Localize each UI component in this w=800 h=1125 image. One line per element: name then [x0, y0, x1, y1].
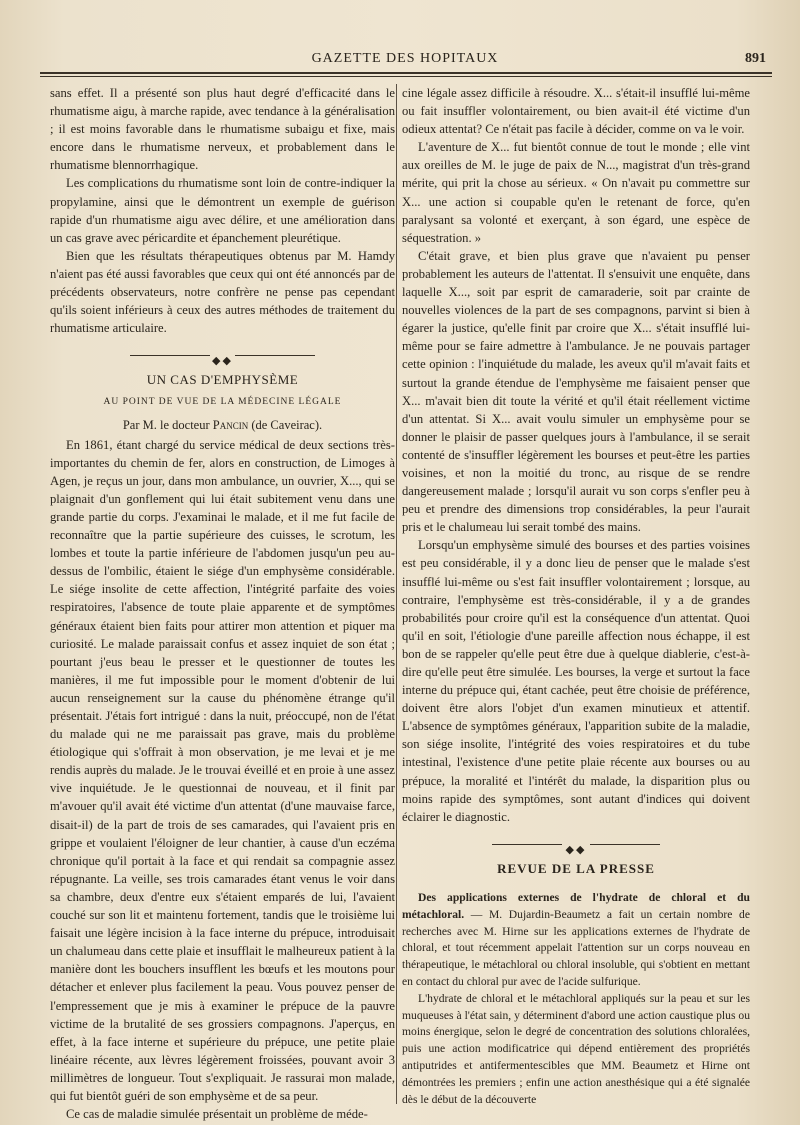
page-header [40, 48, 770, 70]
paragraph: L'hydrate de chloral et le métachloral appliqués sur la peau et sur les muqueuses à l'état sain, y déterminent d'abord une action caustique plus ou moins énergique, selon le degré de concentration des solutions chloralées, puis une action modificatrice qui dépend entièrement des propriétés antiputrides et antifermentescibles que MM. Beaumetz et Hirne ont démontrées les premiers ; enfin une action anesthésique qui a été signalée dès le début de la découverte [402, 991, 750, 1106]
byline-author: Pancin [212, 417, 249, 432]
byline-prefix: Par M. le docteur [122, 417, 213, 432]
revue-title: REVUE DE LA PRESSE [497, 860, 655, 876]
article-title: UN CAS D'EMPHYSÈME [146, 372, 299, 388]
paragraph: cine légale assez difficile à résoudre. X... s'était-il insufflé lui-même ou fait insuffler volontairement, ou bien avait-il été victime d'un odieux attentat? Ce n'était pas facile à décider, comme on va le voir. [402, 86, 750, 137]
paragraph: Bien que les résultats thérapeutiques obtenus par M. Hamdy n'aient pas été aussi favorables que ceux qui ont été annoncés par de précédents observateurs, notre confrère ne pense pas cependant qu'ils soient inférieurs à ceux des autres méthodes de traitement du rhumatisme articulaire. [50, 248, 395, 336]
article-subtitle: AU POINT DE VUE DE LA MÉDECINE LÉGALE [103, 397, 342, 408]
paragraph: C'était grave, et bien plus grave que n'avaient pu penser probablement les auteurs de l'attentat. Il s'ensuivit une enquête, dans laquelle X..., soit par esprit de camaraderie, soit par crainte de nouvelles violences de la part de ses compagnons, parvint si bien à égarer la justice, qu'elle finit par croire que X... s'était insufflé lui-même pour se faire admettre à l'ambulance. Je ne pouvais partager cette opinion : l'inquiétude du malade, les aveux qu'il m'avait faits et surtout la grande étendue de l'emphysème me faisaient penser que X... m'avait bien dit toute la vérité et qu'il était réellement victime d'un attentat. Si X... avait voulu simuler un emphysème pour se donner le plaisir de passer quelques jours à l'ambulance, il se serait contenté de s'insuffler légèrement les bourses et peut-être les parties voisines, et non la moitié du tronc, au risque de se rendre dangereusement malade ; lorsqu'il aurait vu son corps s'enfler peu à peu et prendre des dimensions trop considérables, la peur l'aurait pris et le chalumeau lui serait tombé des mains. [402, 248, 750, 535]
column-divider [396, 84, 397, 1104]
paragraph: L'aventure de X... fut bientôt connue de tout le monde ; elle vint aux oreilles de M. le juge de paix de N..., magistrat d'un très-grand mérite, qui prit la chose au sérieux. « On n'avait pu commettre sur X... une action si coupable qu'en le retenant de force, qu'en paralysant sa volonté et exerçant, à son égard, une espèce de séquestration. » [402, 140, 750, 245]
paragraph: Les complications du rhumatisme sont loin de contre-indiquer la propylamine, ainsi que le démontrent un exemple de guérison rapide d'un rhumatisme aigu avec délire, et une amélioration dans un cas grave avec péricardite et épanchement pleurétique. [50, 176, 395, 245]
article-byline [50, 416, 395, 434]
right-column [402, 84, 750, 1108]
paragraph: sans effet. Il a présenté son plus haut degré d'efficacité dans le rhumatisme aigu, à marche rapide, avec tendance à la généralisation ; il est moins favorable dans le rhumatisme subaigu et fixe, mais encore dans le rhumatisme nerveux, et probablement dans le rhumatisme blennorrhagique. [50, 86, 395, 173]
revue-heading: Des applications externes de l'hydrate de chloral et du métachloral. [402, 890, 750, 921]
revue-intro: — M. Dujardin-Beaumetz a fait un certain nombre de recherches avec M. Hirne sur les applications externes de l'hydrate de chloral, et tout récemment appelait l'attention sur un corps nouveau en thérapeutique, le métachloral ou chloral insoluble, qui s'obtient en mettant en contact du chloral pur avec de l'acide sulfurique. [402, 907, 750, 988]
section-ornament: ◆◆ [50, 351, 395, 361]
paragraph: Ce cas de maladie simulée présentait un problème de méde- [66, 1107, 368, 1122]
header-rule [40, 72, 772, 77]
page-number: 891 [745, 51, 766, 66]
paragraph: Lorsqu'un emphysème simulé des bourses et des parties voisines est peu considérable, il y a donc lieu de penser que le malade s'est insufflé lui-même ou s'est fait insuffler volontairement ; lorsque, au contraire, l'emphysème est très-considérable, il y a de grandes probabilités pour croire qu'il est la conséquence d'un attentat. Quoi qu'il en soit, l'étiologie d'une pareille affection nous échappe, il est bon de se rappeler qu'elle peut être due à quelque diablerie, c'est-à-dire qu'elle peut être simulée. Les bourses, la verge et surtout la face interne du prépuce qui, étant cachée, peut être choisie de préférence, doivent être alors l'objet d'un examen minutieux et attentif. L'absence de symptômes généraux, l'apparition subite de la maladie, son siége insolite, l'intégrité des voies respiratoires et du tube intestinal, l'existence d'une petite plaie récente aux bourses ou au prépuce, la moralité et l'intérêt du malade, la disparition plus ou moins rapide des symptômes, sont autant d'indices qui doivent éclairer le diagnostic. [402, 538, 750, 824]
paragraph: En 1861, étant chargé du service médical de deux sections très-importantes du chemin de fer, alors en construction, de Limoges à Agen, je reçus un jour, dans mon ambulance, un ouvrier, X..., qui se plaignait d'un gonflement qui lui était subitement venu dans une grande partie du corps. J'examinai le malade, et il me fut facile de reconnaître que la partie supérieure des cuisses, le scrotum, les lombes et toute la partie inférieure de l'abdomen jusqu'un peu au-dessus de l'ombilic, étaient le siége d'un emphysème considérable. Le siége insolite de cette affection, l'intégrité parfaite des voies respiratoires, l'absence de toute plaie apparente et de symptômes généraux étaient bien faits pour attirer mon attention et piquer ma curiosité. Le malade paraissait confus et assez inquiet de son état ; pourtant j'eus beau le presser et le questionner de toutes les manières, il me fut impossible pour le moment d'obtenir de lui aucun renseignement sur la cause du phénomène étrange qu'il présentait. J'étais fort intrigué : dans la nuit, préoccupé, non de l'état du malade qui ne me paraissait pas grave, mais du problème étiologique qui s'offrait à mon observation, je me levai et je me rendis auprès du malade. Je le trouvai éveillé et en proie à une assez vive inquiétude. Je le questionnai de nouveau, et il finit par m'avouer qu'il avait été victime d'un attentat (d'une mauvaise farce, disait-il) de la part de trois de ses camarades, qui l'avaient pris en grippe et voulaient l'éloigner de leur chantier, à cause d'un eczéma chronique qu'il portait à la face et qui rendait sa compagnie assez répugnante. La veille, ses trois camarades étant venus le voir dans sa chambre, deux d'entre eux s'étaient emparés de lui, l'avaient couché sur son lit et maintenu fortement, tandis que le troisième lui faisait une légère incision à la face interne du prépuce, introduisait un chalumeau dans cette plaie et insufflait le malheureux patient à la manière dont les bouchers insufflent les bœufs et les moutons pour détacher et enlever plus facilement la peau. Vous pouvez penser de l'empressement que je mis à examiner le prépuce de la pauvre victime de la brutalité de ses grossiers compagnons. J'aperçus, en effet, à la face interne et supérieure du prépuce, une petite plaie linéaire récente, aux lèvres légèrement froissées, pouvant avoir 3 millimètres de longueur. Tout s'expliquait. Je rassurai mon malade, qui fut bientôt guéri de son emphysème et de sa peur. [50, 437, 395, 1103]
running-title: GAZETTE DES HOPITAUX [311, 51, 499, 66]
left-column [50, 84, 395, 1123]
paragraph [402, 890, 750, 991]
section-ornament: ◆◆ [402, 840, 750, 850]
byline-suffix: (de Caveirac). [248, 417, 323, 432]
